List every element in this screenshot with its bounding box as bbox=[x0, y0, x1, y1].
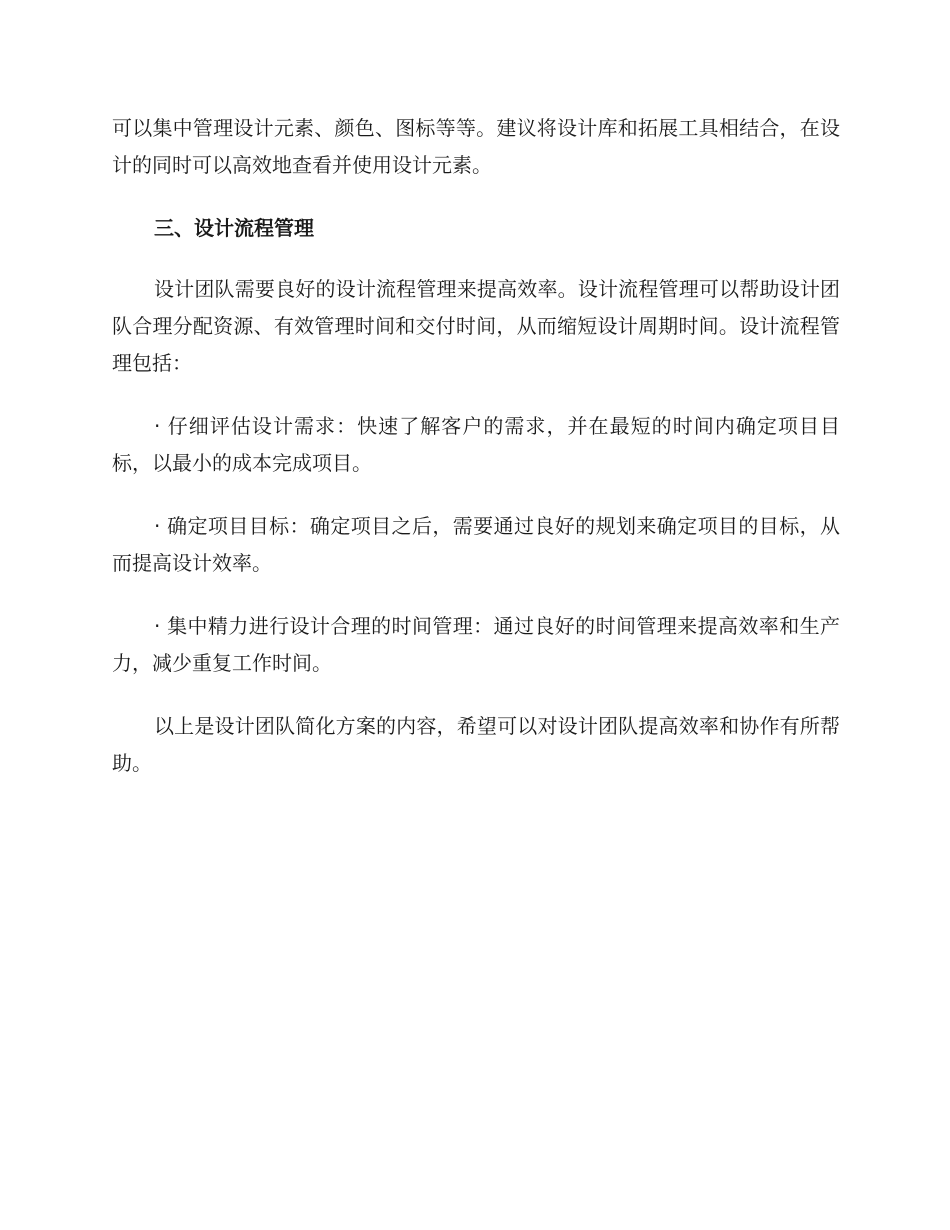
paragraph-continuation: 可以集中管理设计元素、颜色、图标等等。建议将设计库和拓展工具相结合，在设计的同时可以高效地查看并使用设计元素。 bbox=[112, 116, 840, 177]
document-body bbox=[112, 110, 840, 808]
bullet-item-time-management: · 集中精力进行设计合理的时间管理：通过良好的时间管理来提高效率和生产力，减少重复工作时间。 bbox=[112, 614, 840, 675]
section-heading: 三、设计流程管理 bbox=[154, 216, 314, 240]
paragraph-conclusion: 以上是设计团队简化方案的内容，希望可以对设计团队提高效率和协作有所帮助。 bbox=[112, 714, 840, 775]
bullet-item-requirements: · 仔细评估设计需求：快速了解客户的需求，并在最短的时间内确定项目目标，以最小的成本完成项目。 bbox=[112, 414, 840, 475]
bullet-item-goals: · 确定项目目标：确定项目之后，需要通过良好的规划来确定项目的目标，从而提高设计效率。 bbox=[112, 514, 840, 575]
paragraph-intro: 设计团队需要良好的设计流程管理来提高效率。设计流程管理可以帮助设计团队合理分配资源、有效管理时间和交付时间，从而缩短设计周期时间。设计流程管理包括： bbox=[112, 277, 840, 375]
